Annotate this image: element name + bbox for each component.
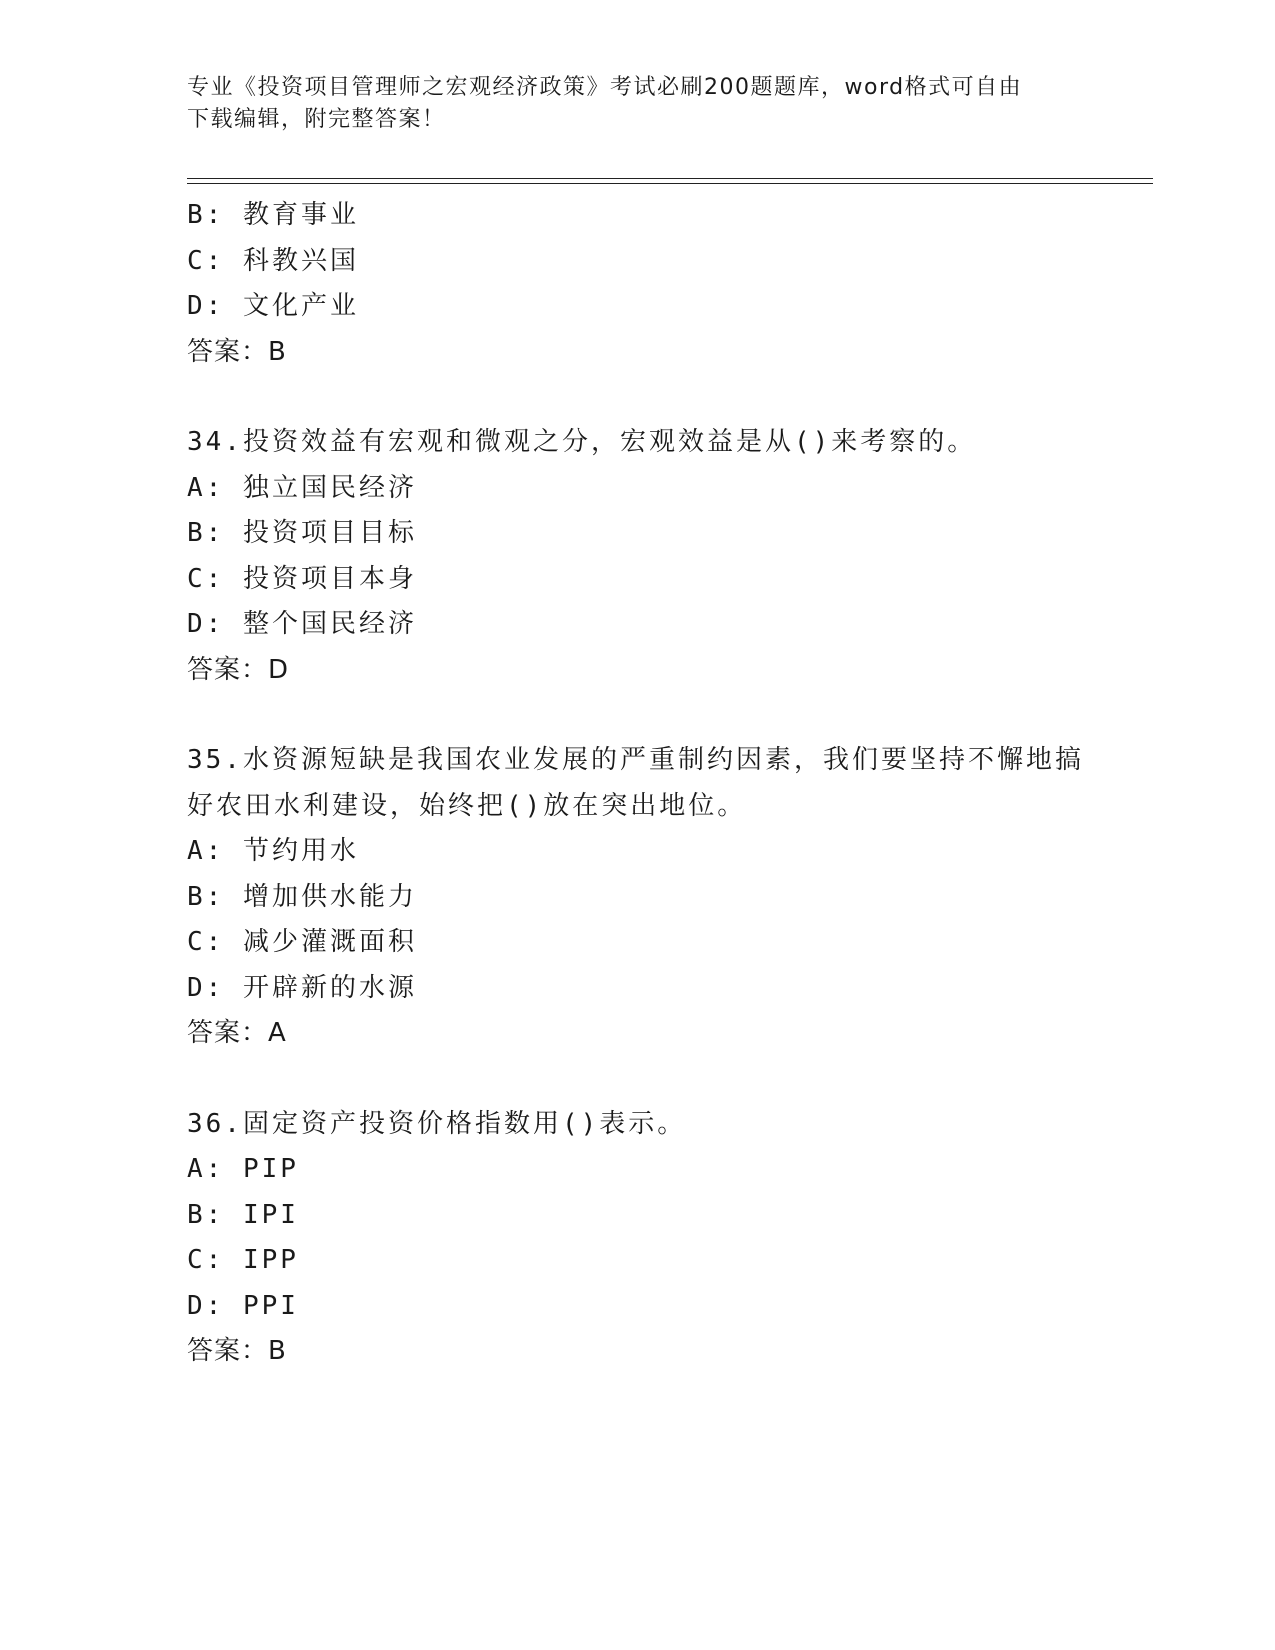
header-line-2: 下载编辑，附完整答案！ — [187, 107, 446, 132]
answer: 答案：D — [187, 654, 290, 685]
partial-question — [187, 193, 1087, 375]
header-divider-top — [187, 178, 1153, 179]
question-stem-line-2: 好农田水利建设，始终把()放在突出地位。 — [187, 790, 747, 821]
question-34 — [187, 420, 1087, 693]
answer: 答案：B — [187, 1336, 287, 1366]
option-d: D: PPI — [187, 1290, 299, 1321]
option-c: C: 科教兴国 — [187, 245, 359, 276]
option-d: D: 开辟新的水源 — [187, 972, 417, 1003]
document-header — [187, 72, 1067, 136]
spacer — [187, 693, 1087, 738]
question-35 — [187, 738, 1087, 1057]
question-stem-line-1: 35.水资源短缺是我国农业发展的严重制约因素，我们要坚持不懈地搞 — [187, 745, 1084, 775]
option-d: D: 文化产业 — [187, 291, 359, 321]
option-c: C: 减少灌溉面积 — [187, 927, 417, 957]
option-b: B: 教育事业 — [187, 200, 359, 230]
question-list — [187, 193, 1087, 1375]
answer: 答案：B — [187, 336, 287, 367]
question-stem: 34.投资效益有宏观和微观之分，宏观效益是从()来考察的。 — [187, 427, 977, 457]
header-divider-bottom — [187, 183, 1153, 184]
option-a: A: PIP — [187, 1154, 299, 1184]
option-b: B: 增加供水能力 — [187, 881, 417, 912]
option-a: A: 独立国民经济 — [187, 472, 417, 503]
option-c: C: IPP — [187, 1245, 299, 1275]
option-c: C: 投资项目本身 — [187, 563, 417, 594]
spacer — [187, 1057, 1087, 1102]
spacer — [187, 375, 1087, 420]
option-a: A: 节约用水 — [187, 836, 359, 866]
option-b: B: 投资项目目标 — [187, 518, 417, 548]
header-line-1: 专业《投资项目管理师之宏观经济政策》考试必刷200题题库，word格式可自由 — [187, 75, 1023, 100]
answer: 答案：A — [187, 1018, 287, 1048]
question-stem: 36.固定资产投资价格指数用()表示。 — [187, 1108, 687, 1139]
option-d: D: 整个国民经济 — [187, 609, 417, 639]
option-b: B: IPI — [187, 1199, 299, 1230]
question-36 — [187, 1102, 1087, 1375]
